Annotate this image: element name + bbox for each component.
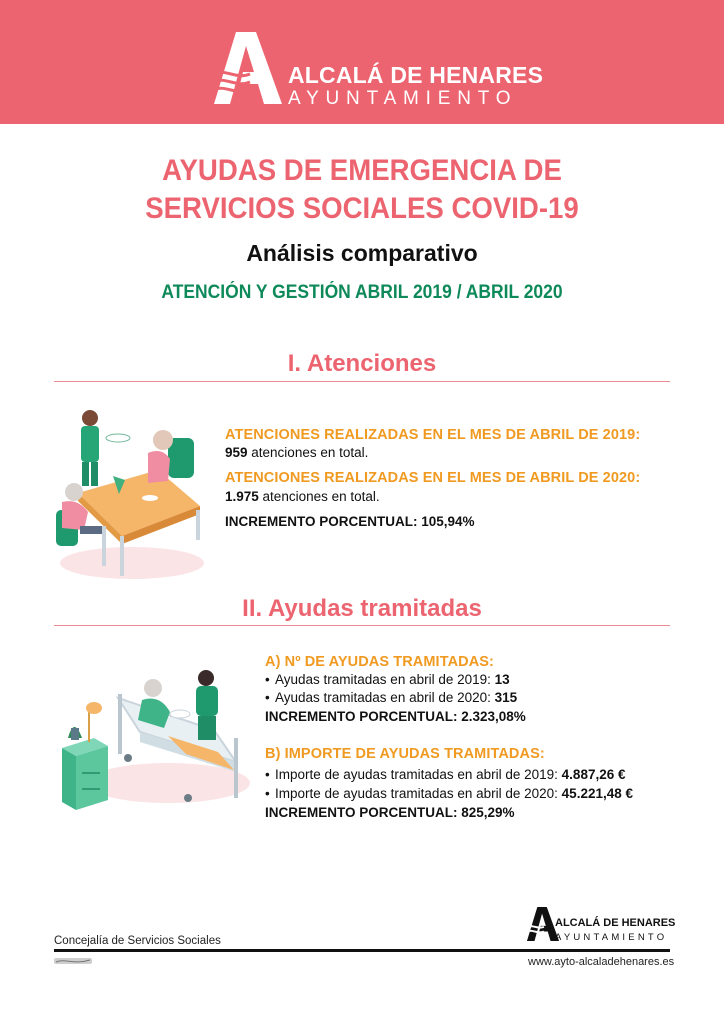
a-heading: A) Nº DE AYUDAS TRAMITADAS: [265, 654, 494, 670]
b-heading: B) IMPORTE DE AYUDAS TRAMITADAS: [265, 746, 545, 762]
footer-divider [54, 949, 670, 952]
section2-title: II. Ayudas tramitadas [242, 595, 482, 622]
main-title-line2: SERVICIOS SOCIALES COVID-19 [145, 192, 579, 225]
website-url[interactable]: www.ayto-alcaladehenares.es [528, 956, 675, 968]
a-increment: INCREMENTO PORCENTUAL: 2.323,08% [265, 709, 526, 724]
attentions-2019-value: 959 [225, 445, 248, 460]
brand-name: ALCALÁ DE HENARES [288, 62, 544, 88]
section2-divider [54, 625, 670, 626]
main-title-line1: AYUDAS DE EMERGENCIA DE [162, 154, 562, 187]
a-item-2019-value: 13 [494, 672, 510, 687]
attentions-2019-heading: ATENCIONES REALIZADAS EN EL MES DE ABRIL DE 2019: [225, 427, 641, 443]
hospital-care-illustration [58, 658, 253, 818]
section1-title: I. Atenciones [287, 350, 437, 377]
a-item-2020-value: 315 [494, 690, 518, 705]
b-item-2019-label: Importe de ayudas tramitadas en abril de 2019: [275, 767, 562, 782]
dining-care-illustration [50, 398, 210, 583]
footer-brand-subtitle: AYUNTAMIENTO [555, 932, 668, 943]
attentions-2020-text [225, 489, 380, 504]
period-heading: ATENCIÓN Y GESTIÓN ABRIL 2019 / ABRIL 2020 [161, 282, 563, 303]
a-item-2019 [265, 672, 510, 687]
attentions-2019-suffix: atenciones en total. [247, 445, 369, 460]
b-item-2019-value: 4.887,26 € [561, 767, 626, 782]
bullet-dot-icon: • [265, 672, 270, 687]
department-label: Concejalía de Servicios Sociales [54, 935, 221, 947]
b-item-2019 [265, 767, 625, 782]
attentions-2020-suffix: atenciones en total. [258, 489, 380, 504]
attentions-2020-heading: ATENCIONES REALIZADAS EN EL MES DE ABRIL DE 2020: [225, 470, 641, 486]
b-item-2020-value: 45.221,48 € [561, 786, 633, 801]
b-increment: INCREMENTO PORCENTUAL: 825,29% [265, 805, 515, 820]
a-item-2020 [265, 690, 517, 705]
section1-divider [54, 381, 670, 382]
subtitle: Análisis comparativo [246, 240, 478, 266]
b-item-2020 [265, 786, 633, 801]
footer-seal-icon [54, 956, 92, 966]
city-logo-icon [212, 28, 284, 108]
attentions-increment: INCREMENTO PORCENTUAL: 105,94% [225, 514, 475, 529]
a-item-2019-label: Ayudas tramitadas en abril de 2019: [275, 672, 495, 687]
a-item-2020-label: Ayudas tramitadas en abril de 2020: [275, 690, 495, 705]
bullet-dot-icon: • [265, 767, 270, 782]
b-item-2020-label: Importe de ayudas tramitadas en abril de 2020: [275, 786, 562, 801]
attentions-2019-text [225, 445, 368, 460]
bullet-dot-icon: • [265, 690, 270, 705]
bullet-dot-icon: • [265, 786, 270, 801]
footer-brand-name: ALCALÁ DE HENARES [555, 917, 676, 929]
brand-subtitle: AYUNTAMIENTO [288, 88, 518, 109]
attentions-2020-value: 1.975 [225, 489, 259, 504]
